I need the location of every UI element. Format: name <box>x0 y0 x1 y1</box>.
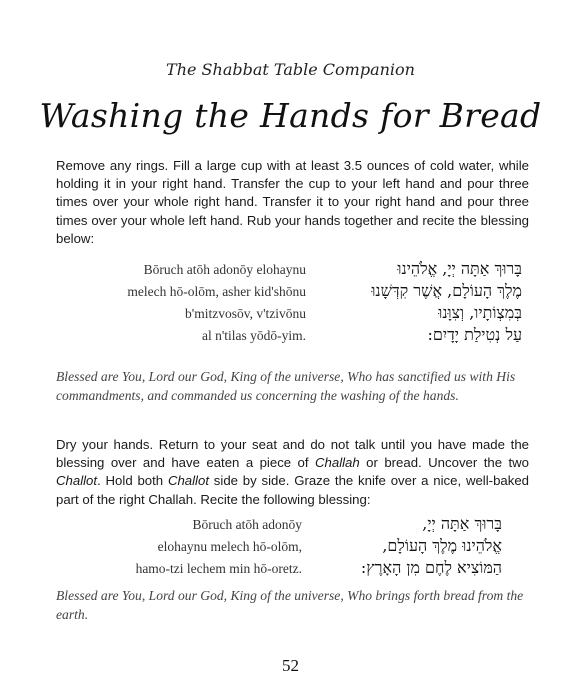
blessing-line <box>56 558 529 580</box>
hand-washing-blessing <box>56 259 529 347</box>
transliteration: Bōruch atōh adonōy <box>192 517 302 532</box>
blessing-line <box>56 514 529 536</box>
page-title: Washing the Hands for Bread <box>39 96 542 135</box>
instructions-paragraph-1: Remove any rings. Fill a large cup with at least 3.5 ounces of cold water, while holding it in your right hand. Transfer the cup to your left hand and pour three times over your whole right hand. Transfer it to your right hand and pour three times over your whole left hand. Rub your hands together and recite the blessing below: <box>56 158 529 246</box>
instructions-text: Dry your hands. Return to your seat and do not talk until you have made the blessing over and have eaten a piece of <box>56 437 529 471</box>
transliteration: al n'tilas yōdō-yim. <box>201 328 306 343</box>
blessing-line <box>56 536 529 558</box>
blessing-translation-2: Blessed are You, Lord our God, King of the universe, Who brings forth bread from the earth. <box>56 588 524 622</box>
hamotzi-blessing <box>56 514 529 580</box>
instructions-text: or bread. Uncover the two <box>359 455 529 471</box>
challot-term: Challot <box>167 473 209 489</box>
hebrew-text: בָּרוּךְ אַתָּה יְיָ, אֱלֹהֵינוּ <box>397 259 522 278</box>
hebrew-text: מֶלֶךְ הָעוֹלָם, אֲשֶׁר קִדְּשָׁנוּ <box>371 281 522 300</box>
blessing-line <box>56 259 529 281</box>
transliteration: b'mitzvosōv, v'tzivōnu <box>185 306 306 321</box>
transliteration: elohaynu melech hō-olōm, <box>157 539 302 554</box>
hebrew-text: אֱלֹהֵינוּ מֶלֶךְ הָעוֹלָם, <box>382 536 502 555</box>
challah-term: Challah <box>315 455 360 471</box>
blessing-line <box>56 303 529 325</box>
instructions-text: side by side. Graze the knife over a nice, well-baked part of the right Challah. Recite the following blessing: <box>56 473 529 507</box>
blessing-line <box>56 281 529 303</box>
hebrew-text: בְּמִצְוֹתָיו, וְצִוָּנוּ <box>438 303 522 322</box>
blessing-line <box>56 325 529 347</box>
running-head: The Shabbat Table Companion <box>166 60 415 79</box>
transliteration: melech hō-olōm, asher kid'shōnu <box>127 284 306 299</box>
blessing-translation-1: Blessed are You, Lord our God, King of the universe, Who has sanctified us with His commandments, and commanded us concerning the washing of the hands. <box>56 369 516 403</box>
transliteration: Bōruch atōh adonōy elohaynu <box>143 262 306 277</box>
instructions-text: . Hold both <box>97 473 168 489</box>
page-number: 52 <box>282 656 299 675</box>
hebrew-text: עַל נְטִילַת יָדָיִם: <box>427 325 522 344</box>
hebrew-text: הַמּוֹצִיא לֶחֶם מִן הָאָרֶץ: <box>360 558 502 577</box>
instructions-paragraph-2 <box>56 436 529 509</box>
hebrew-text: בָּרוּךְ אַתָּה יְיָ, <box>422 514 502 533</box>
transliteration: hamo-tzi lechem min hō-oretz. <box>135 561 302 576</box>
challot-term: Challot <box>56 473 98 489</box>
